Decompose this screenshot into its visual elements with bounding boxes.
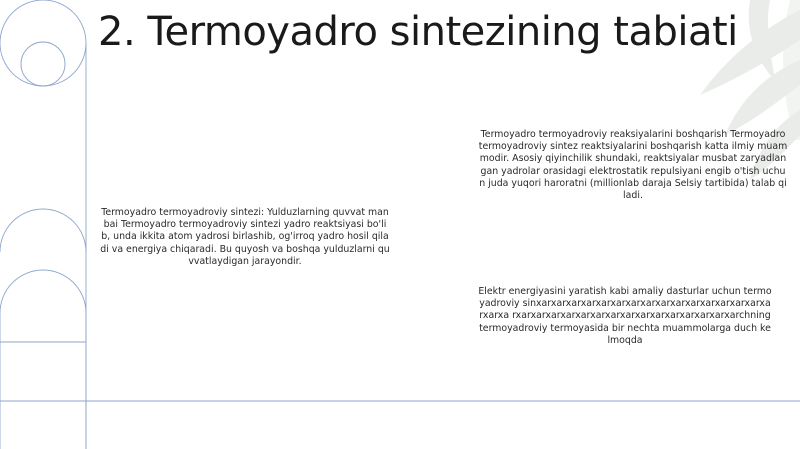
slide-title: 2. Termoyadro sintezining tabiati xyxy=(98,9,738,55)
deco-arch-upper xyxy=(0,209,86,252)
deco-arch-lower xyxy=(0,270,86,449)
text-block-right-bottom: Elektr energiyasini yaratish kabi amaliy dasturlar uchun termoyadroviy sinxarxarxarxarxarxarxarxarxarxarxarxarxarxarxarxarxarxa rxarxarxarxarxarxarxarxarxarxarxarxarxarxarxarchning termoyadroviy termoyasida bir nechta muammolarga duch kelmoqda xyxy=(478,286,772,346)
text-block-right-top: Termoyadro termoyadroviy reaksiyalarini boshqarish Termoyadro termoyadroviy sintez reaktsiyalarini boshqarish katta ilmiy muammodir. Asosiy qiyinchilik shundaki, reaktsiyalar musbat zaryadlangan yadrolar orasidagi elektrostatik repulsiyani engib o'tish uchun juda yuqori haroratni (millionlab daraja Selsiy tartibida) talab qiladi. xyxy=(478,129,788,202)
deco-circle-large xyxy=(0,0,86,86)
text-block-left: Termoyadro termoyadroviy sintezi: Yulduzlarning quvvat manbai Termoyadro termoyadroviy sintezi yadro reaktsiyasi bo'lib, unda ikkita atom yadrosi birlashib, og'irroq yadro hosil qiladi va energiya chiqaradi. Bu quyosh va boshqa yulduzlarni quvvatlaydigan jarayondir. xyxy=(100,207,390,267)
deco-circle-small xyxy=(21,42,65,86)
